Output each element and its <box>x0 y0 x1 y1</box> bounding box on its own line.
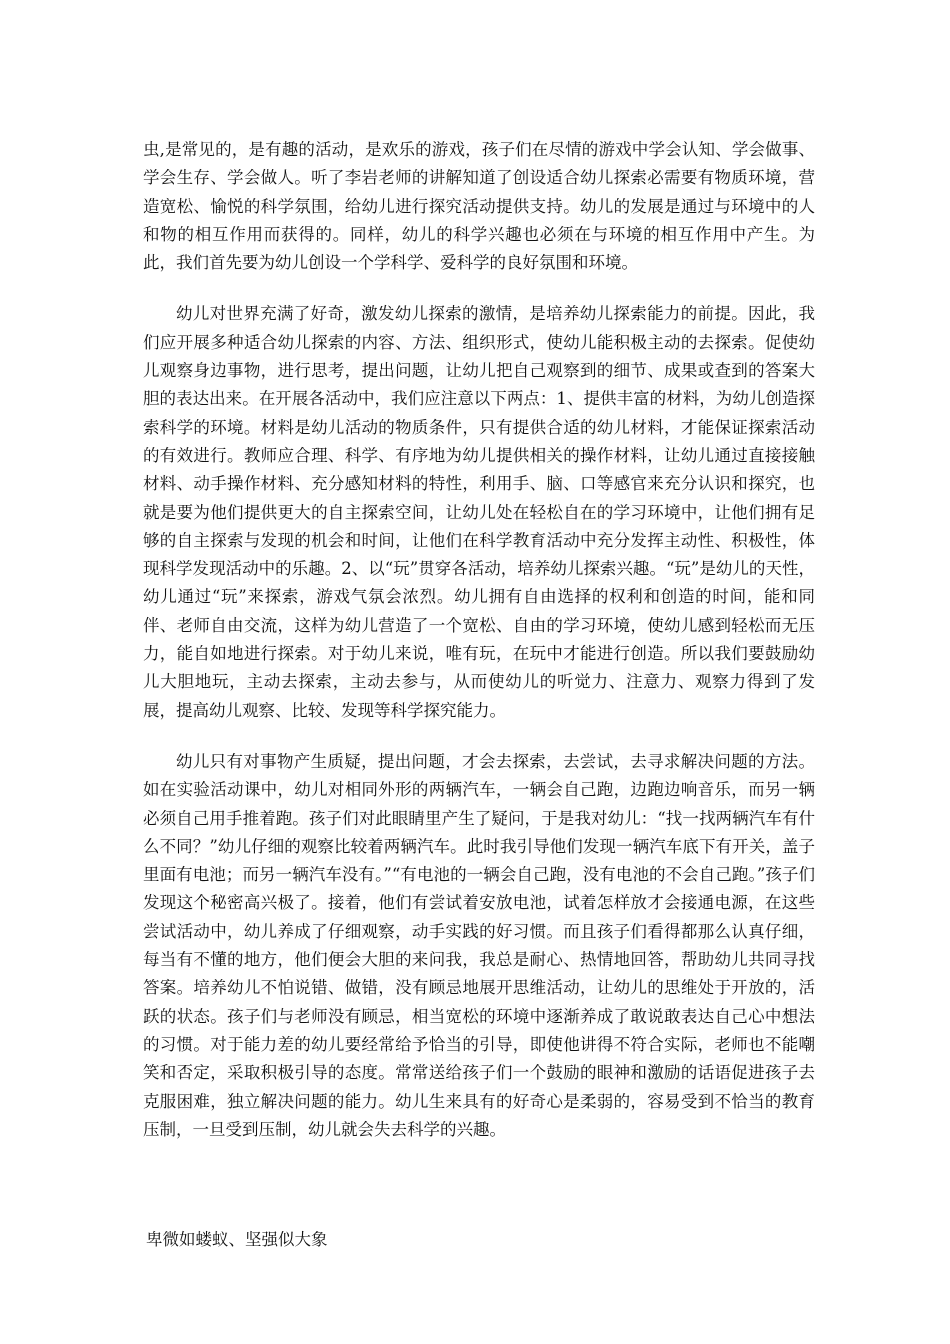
paragraph-2: 幼儿对世界充满了好奇，激发幼儿探索的激情，是培养幼儿探索能力的前提。因此，我们应开展多种适合幼儿探索的内容、方法、组织形式，使幼儿能积极主动的去探索。促使幼儿观察身边事物，进行思考，提出问题，让幼儿把自己观察到的细节、成果或查到的答案大胆的表达出来。在开展各活动中，我们应注意以下两点：1、提供丰富的材料，为幼儿创造探索科学的环境。材料是幼儿活动的物质条件，只有提供合适的幼儿材料，才能保证探索活动的有效进行。教师应合理、科学、有序地为幼儿提供相关的操作材料，让幼儿通过直接接触材料、动手操作材料、充分感知材料的特性，利用手、脑、口等感官来充分认识和探究，也就是要为他们提供更大的自主探索空间，让幼儿处在轻松自在的学习环境中，让他们拥有足够的自主探索与发现的机会和时间，让他们在科学教育活动中充分发挥主动性、积极性，体现科学发现活动中的乐趣。2、以“玩”贯穿各活动，培养幼儿探索兴趣。“玩”是幼儿的天性，幼儿通过“玩”来探索，游戏气氛会浓烈。幼儿拥有自由选择的权利和创造的时间，能和同伴、老师自由交流，这样为幼儿营造了一个宽松、自由的学习环境，使幼儿感到轻松而无压力，能自如地进行探索。对于幼儿来说，唯有玩，在玩中才能进行创造。所以我们要鼓励幼儿大胆地玩，主动去探索，主动去参与，从而使幼儿的听觉力、注意力、观察力得到了发展，提高幼儿观察、比较、发现等科学探究能力。 <box>143 304 815 720</box>
footer-motto: 卑微如蝼蚁、坚强似大象 <box>146 1230 328 1249</box>
document-body <box>143 136 815 1167</box>
paragraph-3: 幼儿只有对事物产生质疑，提出问题，才会去探索，去尝试，去寻求解决问题的方法。如在实验活动课中，幼儿对相同外形的两辆汽车，一辆会自己跑，边跑边响音乐，而另一辆必须自己用手推着跑。孩子们对此眼睛里产生了疑问，于是我对幼儿：“找一找两辆汽车有什么不同？”幼儿仔细的观察比较着两辆汽车。此时我引导他们发现一辆汽车底下有开关，盖子里面有电池；而另一辆汽车没有。”“有电池的一辆会自己跑，没有电池的不会自己跑。”孩子们发现这个秘密高兴极了。接着，他们有尝试着安放电池，试着怎样放才会接通电源，在这些尝试活动中，幼儿养成了仔细观察，动手实践的好习惯。而且孩子们看得都那么认真仔细，每当有不懂的地方，他们便会大胆的来问我，我总是耐心、热情地回答，帮助幼儿共同寻找答案。培养幼儿不怕说错、做错，没有顾忌地展开思维活动，让幼儿的思维处于开放的，活跃的状态。孩子们与老师没有顾忌，相当宽松的环境中逐渐养成了敢说敢表达自己心中想法的习惯。对于能力差的幼儿要经常给予恰当的引导，即使他讲得不符合实际，老师也不能嘲笑和否定，采取积极引导的态度。常常送给孩子们一个鼓励的眼神和激励的话语促进孩子去克服困难，独立解决问题的能力。幼儿生来具有的好奇心是柔弱的，容易受到不恰当的教育压制，一旦受到压制，幼儿就会失去科学的兴趣。 <box>143 751 815 1139</box>
paragraph-1: 虫,是常见的，是有趣的活动，是欢乐的游戏，孩子们在尽情的游戏中学会认知、学会做事、学会生存、学会做人。听了李岩老师的讲解知道了创设适合幼儿探索必需要有物质环境，营造宽松、愉悦的科学氛围，给幼儿进行探究活动提供支持。幼儿的发展是通过与环境中的人和物的相互作用而获得的。同样，幼儿的科学兴趣也必须在与环境的相互作用中产生。为此，我们首先要为幼儿创设一个学科学、爱科学的良好氛围和环境。 <box>143 140 815 273</box>
